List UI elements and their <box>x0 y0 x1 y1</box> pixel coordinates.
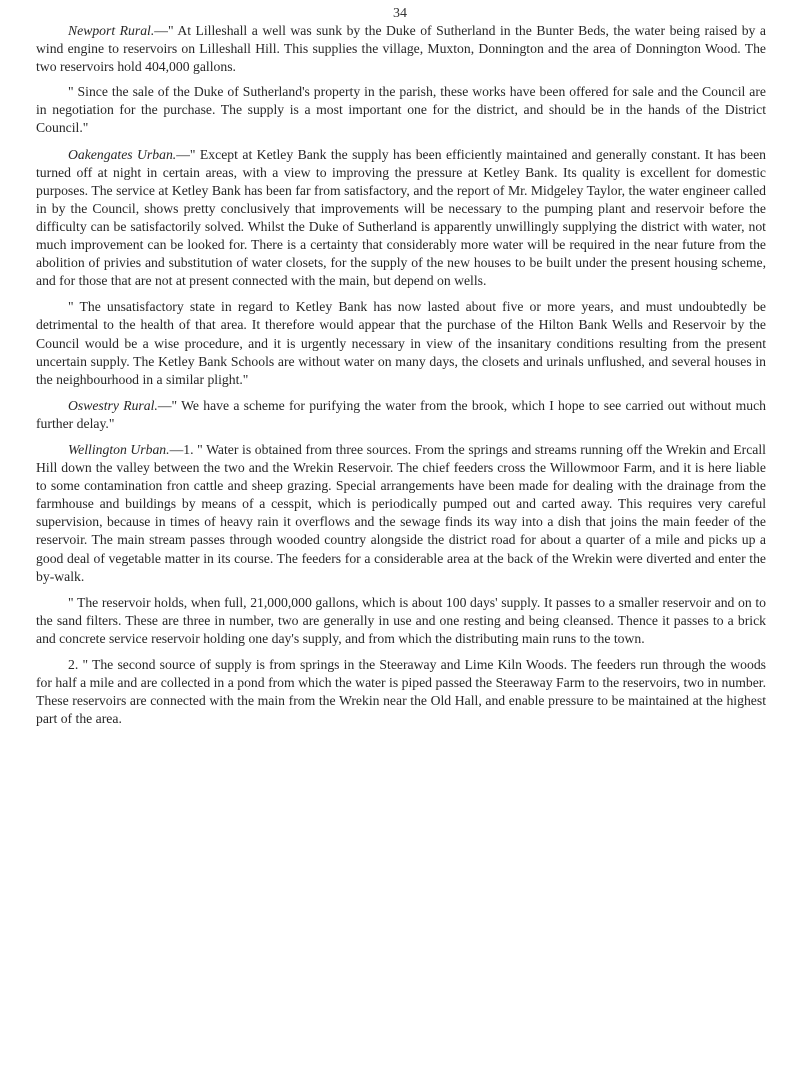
paragraph-text: " The unsatisfactory state in regard to Ketley Bank has now lasted about five or more years, and must undoubtedly be detrimental to the health of that area. It therefore would appear that the purchase of the Hilton Bank Wells and Reservoir by the Council would be a wise procedure, and it is urgently necessary in view of the insanitary conditions resulting from the present uncertain supply. The Ketley Bank Schools are without water on many days, the closets and urinals unflushed, and several houses in the neighbourhood in a similar plight." <box>36 299 766 387</box>
source-heading: Oswestry Rural. <box>68 397 158 413</box>
source-heading: Oakengates Urban. <box>68 146 177 162</box>
paragraph-wellington-urban <box>36 441 766 586</box>
paragraph-text: —" We have a scheme for purifying the water from the brook, which I hope to see carried out without much further delay." <box>36 397 767 431</box>
paragraph-sutherland-sale <box>36 83 766 137</box>
paragraph-ketley-bank <box>36 298 766 388</box>
paragraph-text: " Since the sale of the Duke of Sutherland's property in the parish, these works have been offered for sale and the Council are in negotiation for the purchase. The supply is a most important one for the district, and should be in the hands of the District Council." <box>36 84 766 136</box>
paragraph-oakengates-urban <box>36 146 766 291</box>
paragraph-text: 2. " The second source of supply is from springs in the Steeraway and Lime Kiln Woods. The feeders run through the woods for half a mile and are collected in a pond from which the water is piped passed the Steeraway Farm to the reservoirs, two in number. These reservoirs are connected with the main from the Wrekin near the Old Hall, and enable pressure to be maintained at the highest part of the area. <box>36 657 766 727</box>
paragraph-oswestry-rural <box>36 397 766 433</box>
document-body <box>36 22 766 736</box>
paragraph-text: —1. " Water is obtained from three sources. From the springs and streams running off the Wrekin and Ercall Hill down the valley between the two and the Wrekin Reservoir. The chief feeders cross the Willowmoor Farm, and it is here liable to some contamination fron cattle and sheep grazing. Special arrangements have been made for dealing with the drainage from the farmhouse and buildings by means of a cesspit, which is periodically pumped out and carted away. This requires very careful supervision, because in times of heavy rain it overflows and the sewage finds its way into a dish that joins the main feeder of the reservoir. The main stream passes through wooded country alongside the district road for about a quarter of a mile and picks up a good deal of vegetable matter in its course. The feeders for a considerable area at the back of the Wrekin were diverted and enter the by-walk. <box>36 441 766 584</box>
paragraph-text: —" At Lilleshall a well was sunk by the Duke of Sutherland in the Bunter Beds, the water being raised by a wind engine to reservoirs on Lilleshall Hill. This supplies the village, Muxton, Donnington and the area of Donnington Wood. The two reservoirs hold 404,000 gallons. <box>36 23 766 75</box>
paragraph-text: " The reservoir holds, when full, 21,000,000 gallons, which is about 100 days' supply. It passes to a smaller reservoir and on to the sand filters. These are three in number, two are generally in use and one resting and being cleansed. Thence it passes to a brick and concrete service reservoir holding one day's supply, and from which the distributing main runs to the town. <box>36 594 766 646</box>
page-number: 34 <box>393 6 407 21</box>
source-heading: Newport Rural. <box>68 23 155 38</box>
paragraph-text: —" Except at Ketley Bank the supply has been efficiently maintained and generally constant. It has been turned off at night in certain areas, with a view to improving the pressure at Ketley Bank. Its quality is excellent for domestic purposes. The service at Ketley Bank has been far from satisfactory, and the report of Mr. Midgeley Taylor, the water engineer called in by the Council, shows pretty conclusively that improvements will be necessary to the pumping plant and reservoir before the difficulty can be satisfactorily solved. Whilst the Duke of Sutherland is apparently unwillingly supplying the district with water, not much improvement can be looked for. There is a certainty that considerably more water will be required in the near future from the abolition of privies and substitution of water closets, for the supply of the new houses to be built under the present housing scheme, and for those that are not at present connected with the main, but depend on wells. <box>36 146 766 289</box>
source-heading: Wellington Urban. <box>68 441 170 457</box>
paragraph-second-source <box>36 656 766 728</box>
paragraph-reservoir-capacity <box>36 594 766 648</box>
paragraph-newport-rural <box>36 22 766 76</box>
